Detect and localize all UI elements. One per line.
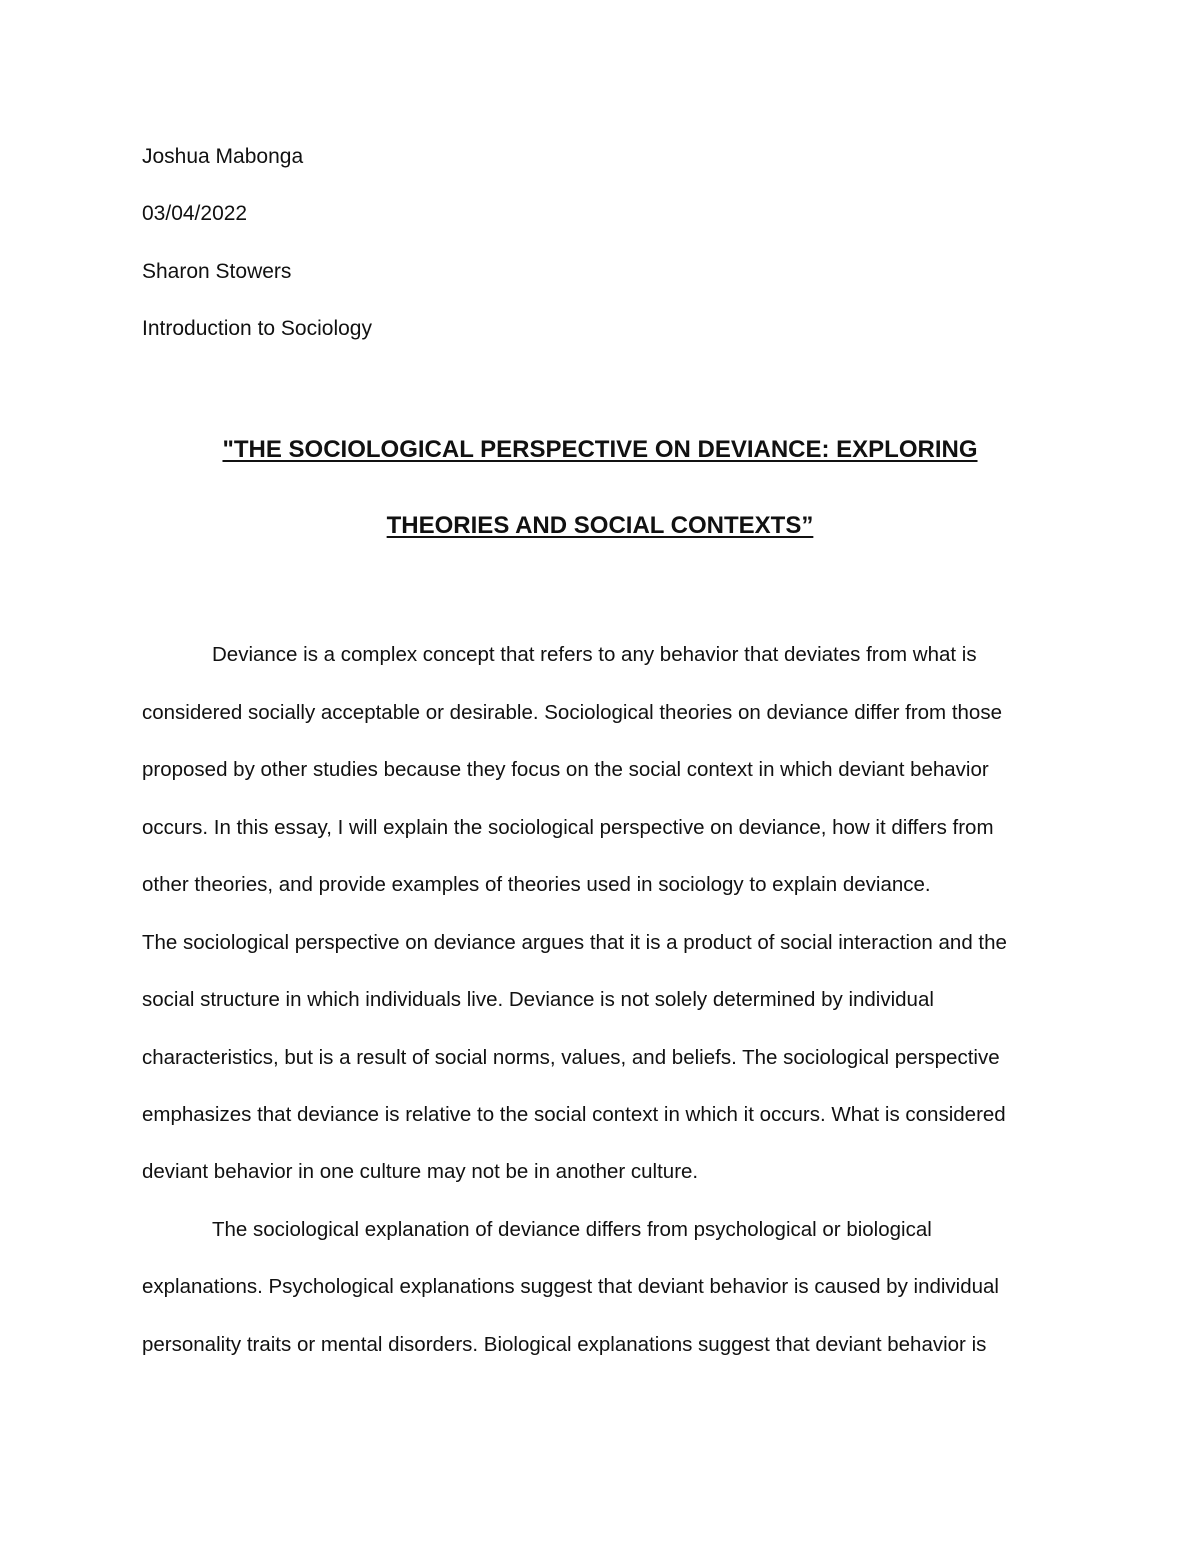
body-line: occurs. In this essay, I will explain the sociological perspective on deviance, how it differs from — [142, 816, 994, 839]
body-line: social structure in which individuals live. Deviance is not solely determined by individual — [142, 988, 934, 1011]
body-line: The sociological perspective on deviance argues that it is a product of social interaction and the — [142, 931, 1007, 954]
body-line: characteristics, but is a result of social norms, values, and beliefs. The sociological perspective — [142, 1046, 1000, 1069]
course-name: Introduction to Sociology — [142, 317, 372, 340]
instructor-name: Sharon Stowers — [142, 260, 292, 283]
date: 03/04/2022 — [142, 202, 248, 225]
body-line: explanations. Psychological explanations suggest that deviant behavior is caused by individual — [142, 1275, 999, 1298]
essay-title-line-2: THEORIES AND SOCIAL CONTEXTS” — [386, 512, 814, 539]
body-line: deviant behavior in one culture may not be in another culture. — [142, 1160, 699, 1183]
body-line: personality traits or mental disorders. Biological explanations suggest that deviant behavior is — [142, 1333, 987, 1356]
essay-title-line-1: "THE SOCIOLOGICAL PERSPECTIVE ON DEVIANCE: EXPLORING — [222, 436, 978, 463]
author-name: Joshua Mabonga — [142, 145, 304, 168]
body-line: proposed by other studies because they focus on the social context in which deviant behavior — [142, 758, 989, 781]
body-line: Deviance is a complex concept that refers to any behavior that deviates from what is — [212, 643, 977, 666]
body-line: other theories, and provide examples of theories used in sociology to explain deviance. — [142, 873, 931, 896]
body-line: considered socially acceptable or desirable. Sociological theories on deviance differ from those — [142, 701, 1002, 724]
body-line: The sociological explanation of deviance differs from psychological or biological — [212, 1218, 932, 1241]
body-line: emphasizes that deviance is relative to the social context in which it occurs. What is considered — [142, 1103, 1006, 1126]
